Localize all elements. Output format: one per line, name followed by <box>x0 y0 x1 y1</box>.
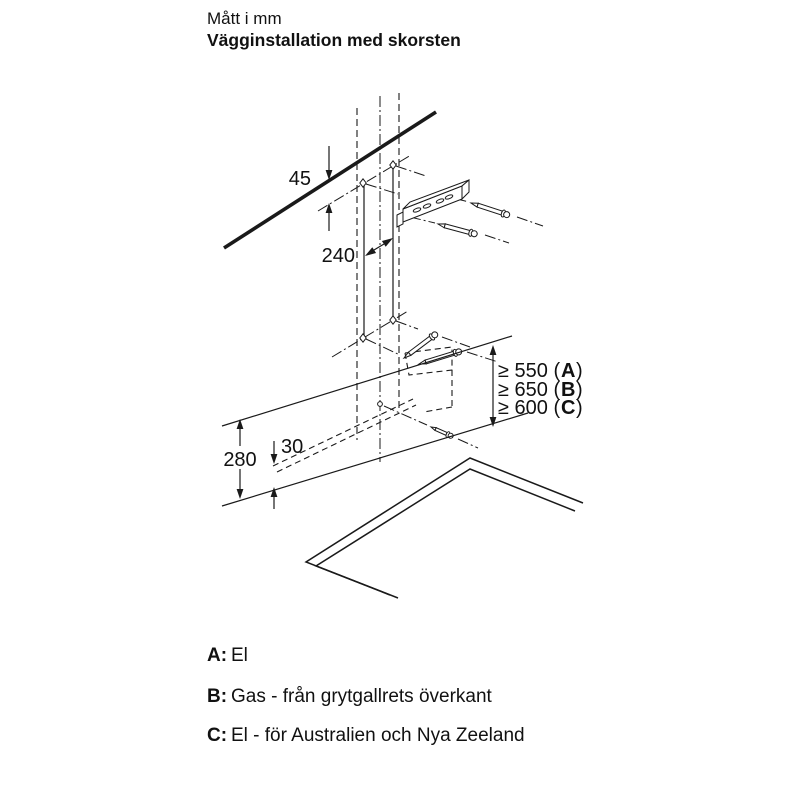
legend <box>207 645 525 746</box>
bracket-screw-upper-right <box>470 200 511 219</box>
bottom-screw <box>430 424 454 439</box>
wall-drill-holes <box>360 161 396 407</box>
svg-text:B: B <box>561 379 576 401</box>
dimension-30-label: 30 <box>281 436 304 458</box>
svg-text:): ) <box>576 397 583 419</box>
dimension-45 <box>289 146 333 231</box>
svg-text:Gas - från grytgallrets överka: Gas - från grytgallrets överkant <box>231 686 492 707</box>
svg-text:): ) <box>576 379 583 401</box>
svg-text:≥ 600 (: ≥ 600 ( <box>498 397 561 419</box>
mid-screw-upper <box>402 330 439 361</box>
legend-row-c <box>207 725 525 746</box>
hob-reference-line <box>222 413 528 506</box>
svg-text:B:: B: <box>207 686 228 707</box>
svg-text:A:: A: <box>207 645 228 666</box>
cooktop-outline <box>306 458 583 598</box>
mounting-bracket <box>397 180 469 227</box>
dimension-280-label: 280 <box>223 449 257 471</box>
page-title: Vägginstallation med skorsten <box>207 30 461 50</box>
dimension-45-label: 45 <box>288 168 311 190</box>
dimension-30 <box>271 436 304 509</box>
clearance-row-c <box>498 397 583 419</box>
bracket-screw-upper-left <box>437 221 478 238</box>
dimension-240-label: 240 <box>321 245 355 267</box>
svg-text:El: El <box>231 645 248 666</box>
svg-text:C:: C: <box>207 725 228 746</box>
svg-text:C: C <box>561 397 576 419</box>
svg-text:El - för Australien och Nya Ze: El - för Australien och Nya Zeeland <box>231 725 525 746</box>
clearance-dimension <box>490 345 583 427</box>
svg-text:≥ 550 (: ≥ 550 ( <box>498 360 561 382</box>
units-note: Mått i mm <box>207 9 282 28</box>
dimension-280 <box>221 419 259 499</box>
svg-text:): ) <box>576 360 583 382</box>
legend-row-a <box>207 645 248 666</box>
hood-bottom-edge-line <box>222 336 512 426</box>
svg-text:≥ 650 (: ≥ 650 ( <box>498 379 561 401</box>
legend-row-b <box>207 686 493 707</box>
mid-screw-lower <box>418 348 463 368</box>
ceiling-line <box>224 112 436 248</box>
svg-text:A: A <box>561 360 576 382</box>
